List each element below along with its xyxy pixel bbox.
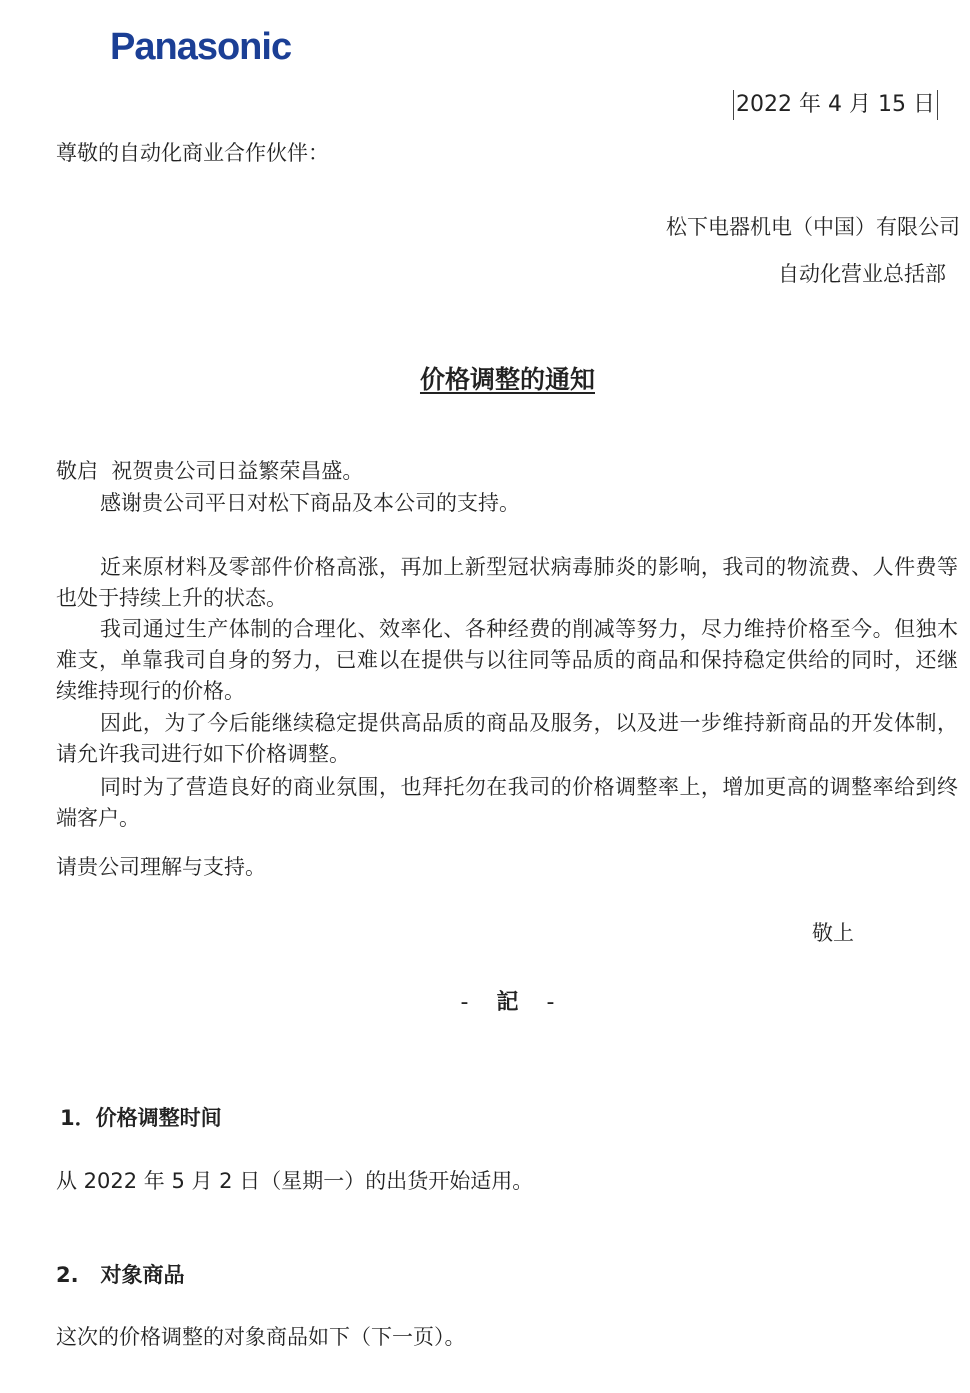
thanks-line: 感谢贵公司平日对松下商品及本公司的支持。 <box>100 491 520 515</box>
body-paragraph: 近来原材料及零部件价格高涨，再加上新型冠状病毒肺炎的影响，我司的物流费、人件费等也处于持续上升的状态。 <box>56 555 958 610</box>
ji-dash-right: - <box>546 990 555 1015</box>
letter-date: 2022 年 4 月 15 日 <box>733 90 938 120</box>
body-paragraph: 因此，为了今后能继续稳定提供高品质的商品及服务，以及进一步维持新商品的开发体制，请允许我司进行如下价格调整。 <box>56 711 958 766</box>
section-heading: 2. 对象商品 <box>56 1263 185 1287</box>
salutation: 尊敬的自动化商业合作伙伴： <box>56 141 329 165</box>
request-line: 请贵公司理解与支持。 <box>56 855 266 879</box>
sender-department: 自动化营业总括部 <box>778 262 946 286</box>
notice-title: 价格调整的通知 <box>419 365 595 394</box>
body-paragraph: 我司通过生产体制的合理化、效率化、各种经费的削减等努力，尽力维持价格至今。但独木难支，单靠我司自身的努力，已难以在提供与以往同等品质的商品和保持稳定供给的同时，还继续维持现行的价格。 <box>56 617 958 703</box>
ji-separator <box>0 985 970 1016</box>
ji-dash-left: - <box>460 990 469 1015</box>
panasonic-logo: Panasonic <box>110 26 292 68</box>
sender-company: 松下电器机电（中国）有限公司 <box>666 215 960 239</box>
opening-greeting: 敬启 祝贺贵公司日益繁荣昌盛。 <box>56 459 364 483</box>
body-paragraph: 同时为了营造良好的商业氛围，也拜托勿在我司的价格调整率上，增加更高的调整率给到终端客户。 <box>56 775 958 830</box>
section-body: 这次的价格调整的对象商品如下（下一页）。 <box>56 1325 466 1349</box>
section-body: 从 2022 年 5 月 2 日（星期一）的出货开始适用。 <box>56 1169 534 1193</box>
closing-line: 敬上 <box>812 921 854 945</box>
ji-mark: 記 <box>496 990 519 1015</box>
section-heading: 1．价格调整时间 <box>60 1106 222 1130</box>
